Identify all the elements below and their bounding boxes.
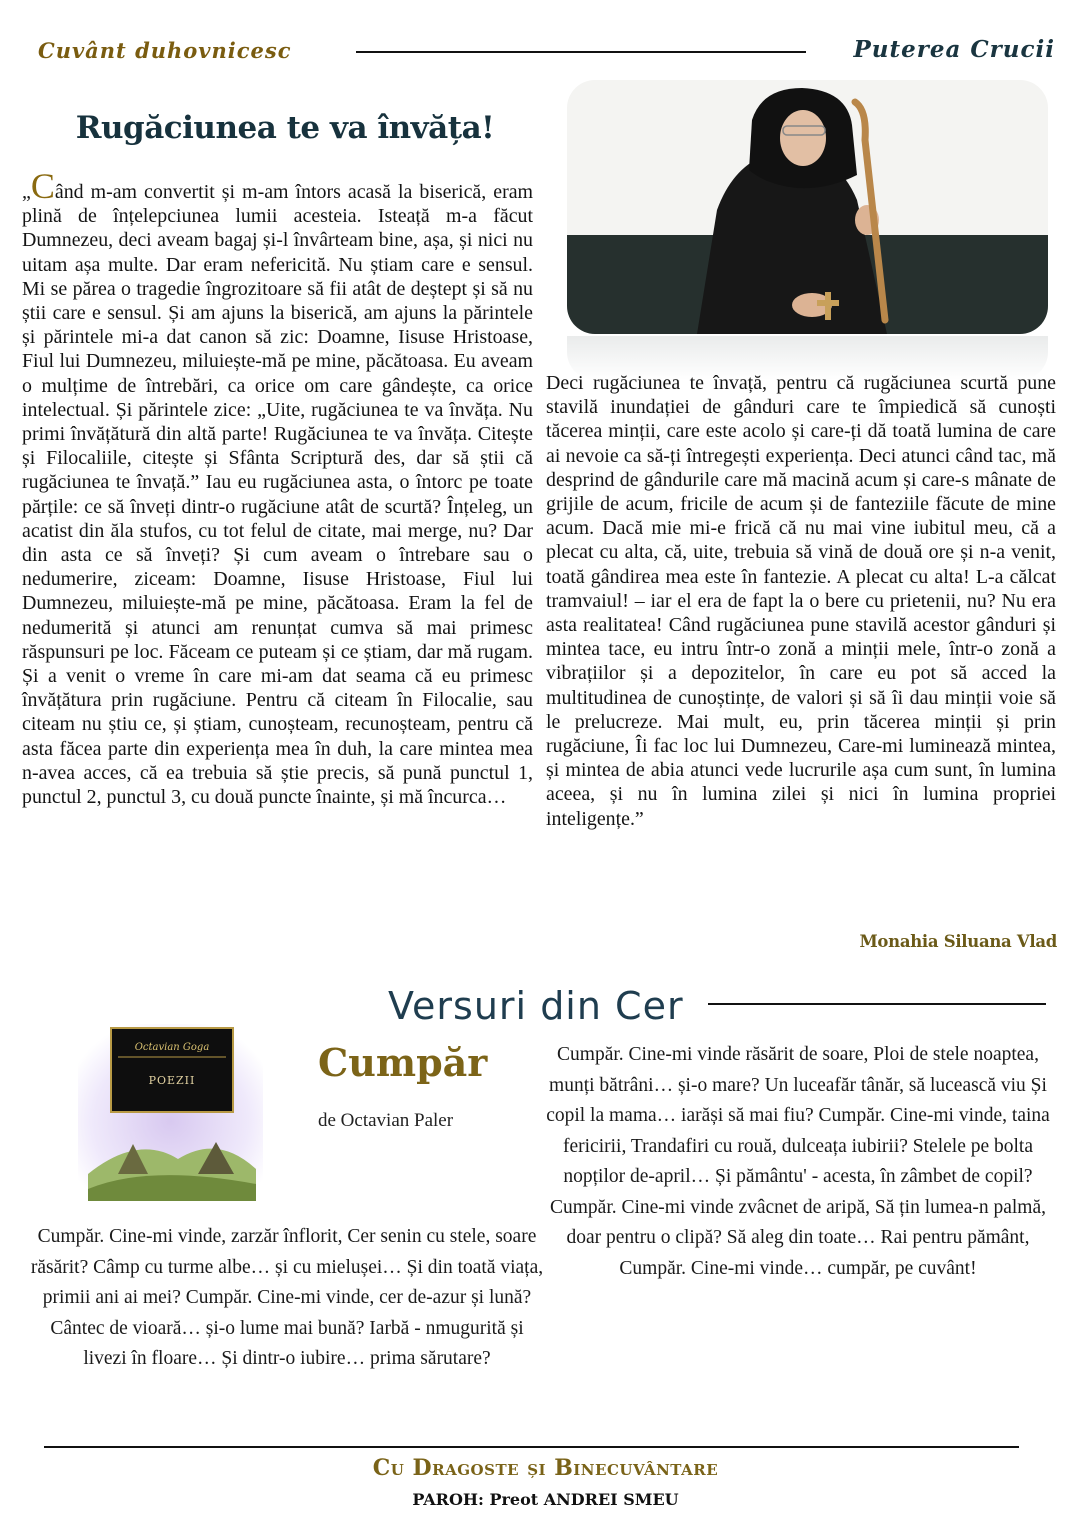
header-divider <box>356 51 806 53</box>
nun-photo <box>567 80 1048 334</box>
book-author: Octavian Goga <box>134 1042 210 1053</box>
book-title: POEZII <box>148 1074 196 1087</box>
dropcap-quote: „ <box>22 181 31 203</box>
footer-divider <box>44 1446 1019 1448</box>
section-label: Cuvânt duhovnicesc <box>38 38 292 63</box>
poem-title: Cumpăr <box>318 1040 488 1085</box>
book-cover <box>78 1024 263 1201</box>
dropcap: C <box>30 166 55 206</box>
article-left-column <box>22 166 533 809</box>
poem-author: de Octavian Paler <box>318 1110 454 1131</box>
footer-blessing: Cu Dragoste și Binecuvântare <box>372 1455 719 1481</box>
article-title: Rugăciunea te va învăța! <box>75 110 495 146</box>
poetry-section-title: Versuri din Cer <box>388 984 684 1028</box>
footer-priest: PAROH: Preot ANDREI SMEU <box>412 1490 679 1509</box>
article-author: Monahia Siluana Vlad <box>859 932 1057 951</box>
poem-left-column: Cumpăr. Cine-mi vinde, zarzăr înflorit, Cer senin cu stele, soare răsărit? Câmp cu turme albe… și cu mielușei… Și din toată viața, primii ani ai mei? Cumpăr. Cine-mi vinde, cer de-azur și lună? Cântec de vioară… și-o lume mai bună? Iarbă - nmugurită și livezi în floare… Și dintr-o iubire… prima sărutare? <box>30 1226 544 1369</box>
article-right-column: Deci rugăciunea te învață, pentru că rugăciunea scurtă pune stavilă inundației de gânduri care te împiedică să cunoști tăcerea minții, care este acolo și care-ți dă toată lumina de care ai nevoie ca să-ți întregești experiența. Deci atunci când tac, mă desprind de gândurile care mă macină acum și care-s mânate de grijile de acum, fricile de acum și de fanteziile făcute de mine acum. Dacă mie mi-e frică că nu mai vine iubitul meu, că a plecat cu alta, că, uite, trebuia să vină de două ore și n-a venit, toată gândirea mea este în fantezie. A plecat cu alta! L-a călcat tramvaiul! – iar el era de fapt la o bere cu prietenii, nu? Nu era asta realitatea! Când rugăciunea pune stavilă acestor gânduri și mintea tace, eu intru într-o zonă a minții mele, într-o zonă a vibrațiilor și a depozitelor, în care eu pot să acced la multitudinea de cunoștințe, de valori și să îi dau minții voie să le prelucreze. Mai mult, eu, prin tăcerea minții și prin rugăciune, Îi fac loc lui Dumnezeu, Care-mi luminează mintea, și mintea de abia atunci vede lucrurile așa cum sunt, în lumina aceea, și nu în lumina zilei și nici în lumina propriei inteligențe.” <box>546 372 1056 830</box>
poetry-divider <box>708 1003 1046 1005</box>
article-left-text: ând m-am convertit și m-am întors acasă la biserică, eram plină de înțelepciunea lumii acesteia. Isteață m-a făcut Dumnezeu, deci aveam bagaj și-l învârteam bine, așa, și nici nu uitam așa multe. Dar eram nefericită. Nu știam care e sensul. Mi se părea o tragedie îngrozitoare să fii atât de deștept și să nu știi care e sensul. Și am ajuns la biserică, am ajuns la părintele și părintele mi-a dat canon să zic: Doamne, Iisuse Hristoase, Fiul lui Dumnezeu, miluiește-mă pe mine, păcătoasa. Eu aveam o mulțime de întrebări, ca orice om care gândește, ca orice intelectual. Și părintele zice: „Uite, rugăciunea te va învăța. Nu primi învățătură din altă parte! Rugăciunea te va învăța. Citește și Filocaliile, citește și Sfânta Scriptură des, dar să știi că rugăciunea te învață.” Iau eu rugăciunea asta, o întorc pe toate părțile: ce să înveți dintr-o rugăciune atât de scurtă? Înțeleg, un acatist din ăla stufos, cu tot felul de citate, mai merge, nu? Dar din asta ce să înveți? Și cum aveam o întrebare sau o nedumerire, ziceam: Doamne, Iisuse Hristoase, Fiul lui Dumnezeu, miluiește-mă pe mine, păcătoasa. Eram la fel de nedumerită și atunci am renunțat cumva să mai primesc răspunsuri pe loc. Făceam ce puteam și ce știam, dar mă rugam. Și a venit o vreme în care mi-am dat seama că eu primesc învățătura prin rugăciune. Pentru că citeam în Filocalie, sau citeam nu știu ce, și știam, cunoșteam, recunoșteam, pentru că asta făcea parte din experiența mea în duh, la care mintea mea n-avea acces, că ea trebuia să știe precis, să pună punctul 1, punctul 2, punctul 3, cu două puncte înainte, și mă încurca… <box>22 181 533 809</box>
publication-title: Puterea Crucii <box>853 36 1055 63</box>
poem-right-column: Cumpăr. Cine-mi vinde răsărit de soare, Ploi de stele noaptea, munți bătrâni… și-o mare? Un luceafăr tânăr, să lucească viu Și copil la mama… iarăși să mai fiu? Cumpăr. Cine-mi vinde, taina fericirii, Trandafiri cu rouă, dulceața iubirii? Stelele pe bolta nopților de-april… Și pământu' - acesta, în zâmbet de copil? Cumpăr. Cine-mi vinde zvâcnet de aripă, Să țin lumea-n palmă, doar pentru o clipă? Să aleg din toate… Rai pentru pământ, Cumpăr. Cine-mi vinde… cumpăr, pe cuvânt! <box>546 1044 1050 1279</box>
